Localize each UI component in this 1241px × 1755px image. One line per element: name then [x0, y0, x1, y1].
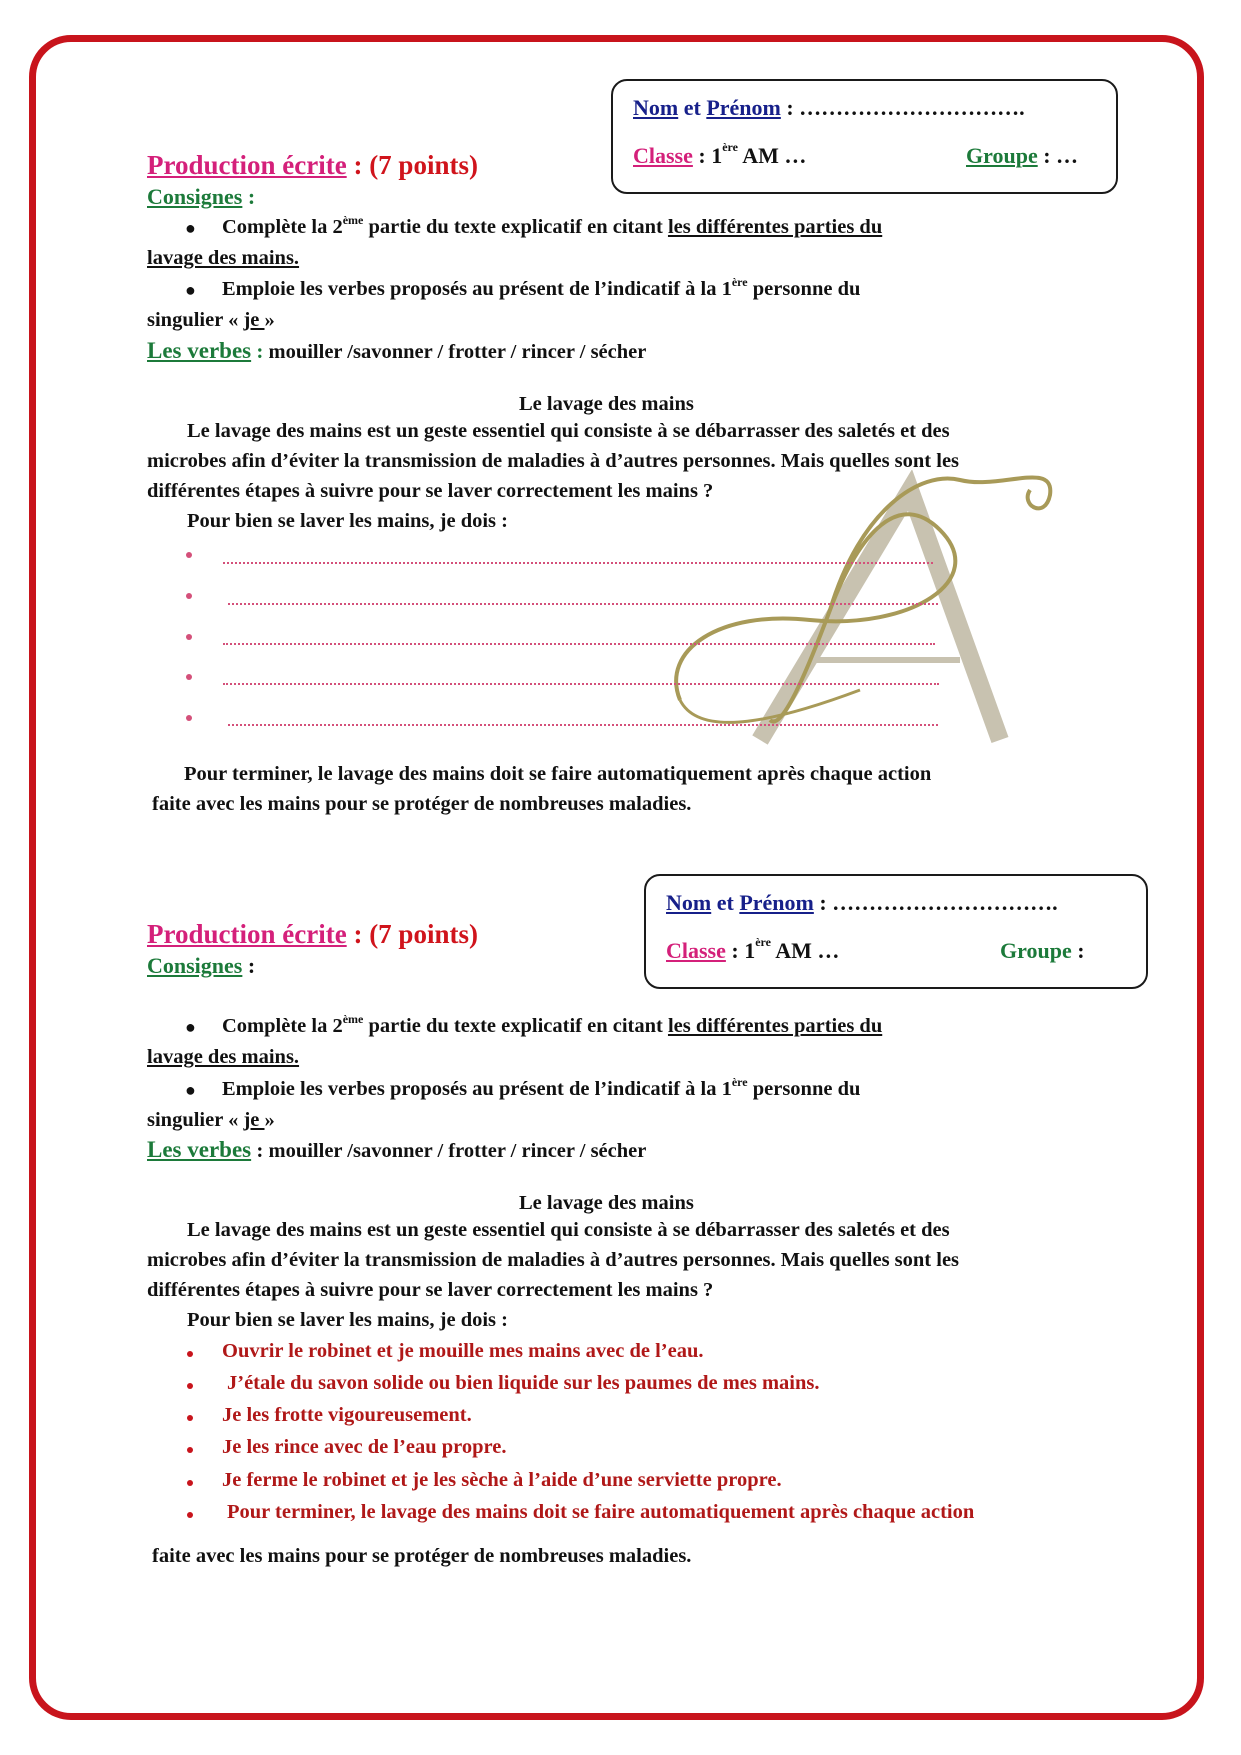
paragraph-line: microbes afin d’éviter la transmission de maladies à d’autres personnes. Mais quelles sont les	[147, 1249, 960, 1271]
answer-blank-line	[228, 724, 938, 726]
prenom-label: Prénom	[706, 95, 781, 120]
instruction-1-line2: lavage des mains.	[147, 1046, 300, 1068]
answer-blank-line	[223, 683, 939, 685]
instruction-2-line2: singulier « je »	[147, 309, 275, 331]
verbes-label: Les verbes	[147, 338, 252, 363]
answer-blank-line	[223, 562, 933, 564]
bullet-icon	[187, 1447, 193, 1453]
bullet-icon	[187, 1351, 193, 1357]
instruction-2: Emploie les verbes proposés au présent de l’indicatif à la 1ère personne du	[222, 275, 861, 300]
monogram-watermark	[660, 470, 1080, 750]
bullet-icon	[186, 634, 192, 640]
instruction-1: Complète la 2ème partie du texte explicatif en citant les différentes parties du	[222, 1012, 883, 1037]
groupe-label: Groupe	[966, 143, 1038, 168]
classe-label: Classe	[633, 143, 693, 168]
consignes-label: Consignes	[147, 184, 243, 209]
paragraph-line: Le lavage des mains est un geste essentiel qui consiste à se débarrasser des saletés et des	[187, 420, 950, 442]
answer-item: Pour terminer, le lavage des mains doit se faire automatiquement après chaque action	[227, 1501, 975, 1523]
verbes-line-1: Les verbes : mouiller /savonner / frotter / rincer / sécher	[147, 338, 647, 363]
verbes-list: mouiller /savonner / frotter / rincer / sécher	[263, 341, 647, 363]
text-title-1: Le lavage des mains	[519, 393, 694, 415]
answer-item: J’étale du savon solide ou bien liquide sur les paumes de mes mains.	[227, 1372, 820, 1394]
points-label: : (7 points)	[346, 150, 478, 180]
nom-label: Nom	[633, 95, 679, 120]
bullet-icon: ●	[185, 1080, 196, 1100]
instruction-2-line2: singulier « je »	[147, 1109, 275, 1131]
instruction-1: Complète la 2ème partie du texte explicatif en citant les différentes parties du	[222, 213, 883, 238]
instruction-1-line2: lavage des mains.	[147, 247, 300, 269]
consignes-colon: :	[242, 184, 256, 209]
conclusion-line: Pour terminer, le lavage des mains doit se faire automatiquement après chaque action	[184, 763, 932, 785]
paragraph-line: microbes afin d’éviter la transmission de maladies à d’autres personnes. Mais quelles sont les	[147, 450, 960, 472]
consignes-heading-1	[147, 184, 255, 210]
bullet-icon: ●	[185, 218, 196, 238]
section-title-1	[147, 150, 478, 181]
consignes-heading-2: Consignes :	[147, 953, 256, 978]
section-title-2: Production écrite : (7 points)	[147, 919, 478, 949]
intro-line: Pour bien se laver les mains, je dois :	[187, 510, 508, 532]
paragraph-line: Le lavage des mains est un geste essentiel qui consiste à se débarrasser des saletés et des	[187, 1219, 950, 1241]
answer-item: Je les rince avec de l’eau propre.	[222, 1436, 507, 1458]
student-info-box-2: Nom et Prénom : …………………………. Classe : 1ère AM … Groupe :	[644, 874, 1148, 989]
bullet-icon	[187, 1415, 193, 1421]
student-info-box-1	[611, 79, 1118, 194]
bullet-icon: ●	[185, 280, 196, 300]
bullet-icon	[187, 1383, 193, 1389]
et-label: et	[683, 95, 701, 120]
text-title-2: Le lavage des mains	[519, 1192, 694, 1214]
conclusion-line: faite avec les mains pour se protéger de nombreuses maladies.	[152, 793, 692, 815]
answer-blank-line	[228, 603, 938, 605]
bullet-icon	[186, 593, 192, 599]
bullet-icon	[186, 674, 192, 680]
nom-dots: : ………………………….	[780, 95, 1025, 120]
answer-item: Je les frotte vigoureusement.	[222, 1404, 472, 1426]
classe-value-post: AM …	[737, 143, 807, 168]
bullet-icon	[187, 1480, 193, 1486]
classe-value: : 1	[692, 143, 723, 168]
bullet-icon	[186, 715, 192, 721]
groupe-value: : …	[1037, 143, 1079, 168]
intro-line: Pour bien se laver les mains, je dois :	[187, 1309, 508, 1331]
paragraph-line: différentes étapes à suivre pour se laver correctement les mains ?	[147, 480, 714, 502]
verbes-line-2: Les verbes : mouiller /savonner / frotter / rincer / sécher	[147, 1137, 647, 1162]
bullet-icon	[186, 552, 192, 558]
classe-sup: ère	[722, 140, 738, 154]
conclusion-line: faite avec les mains pour se protéger de nombreuses maladies.	[152, 1545, 692, 1567]
paragraph-line: différentes étapes à suivre pour se laver correctement les mains ?	[147, 1279, 714, 1301]
answer-item: Ouvrir le robinet et je mouille mes mains avec de l’eau.	[222, 1340, 704, 1362]
instruction-2: Emploie les verbes proposés au présent de l’indicatif à la 1ère personne du	[222, 1075, 861, 1100]
production-label: Production écrite	[147, 150, 347, 180]
answer-blank-line	[223, 643, 935, 645]
bullet-icon	[187, 1512, 193, 1518]
bullet-icon: ●	[185, 1017, 196, 1037]
answer-item: Je ferme le robinet et je les sèche à l’aide d’une serviette propre.	[222, 1469, 782, 1491]
